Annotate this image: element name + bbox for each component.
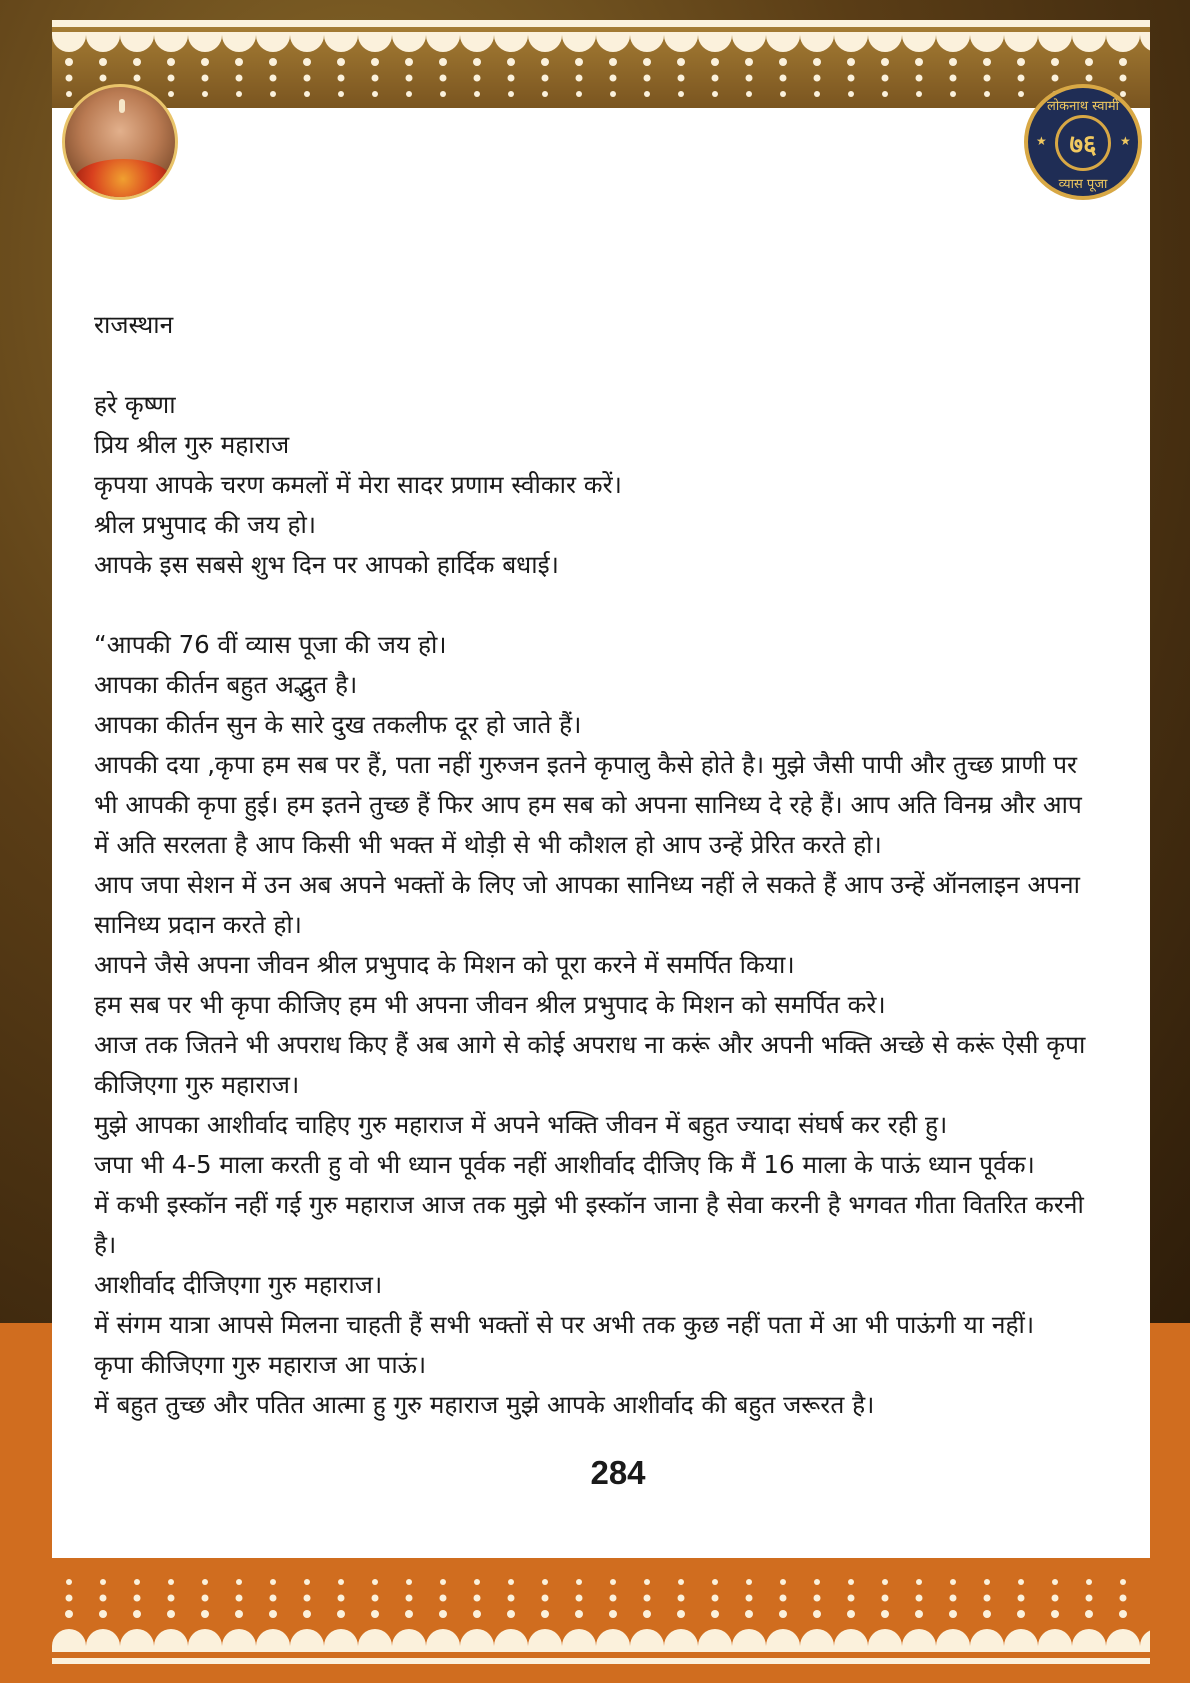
page-number: 284 [590, 1454, 646, 1491]
seal-bottom-text: व्यास पूजा [1058, 177, 1108, 192]
letter-body [94, 305, 1094, 1425]
guru-photo [62, 84, 178, 200]
body-paragraph: “आपकी 76 वीं व्यास पूजा की जय हो। [94, 630, 447, 659]
body-paragraph: आपकी दया ,कृपा हम सब पर हैं, पता नहीं गुरुजन इतने कृपालु कैसे होते है। मुझे जैसी पापी और तुच्छ प्राणी पर भी आपकी कृपा हुई। हम इतने तुच्छ हैं फिर आप हम सब को अपना सानिध्य दे रहे हैं। आप अति विनम्र और आप में अति सरलता है आप किसी भी भक्त में थोड़ी से भी कौशल हो आप उन्हें प्रेरित करते हो। [94, 750, 1082, 859]
body-paragraph: कृपा कीजिएगा गुरु महाराज आ पाऊं। [94, 1350, 427, 1379]
body-paragraph: में संगम यात्रा आपसे मिलना चाहती हैं सभी भक्तों से पर अभी तक कुछ नहीं पता में आ भी पाऊंगी या नहीं। [94, 1310, 1035, 1339]
body-paragraph: आज तक जितने भी अपराध किए हैं अब आगे से कोई अपराध ना करूं और अपनी भक्ति अच्छे से करूं ऐसी कृपा कीजिएगा गुरु महाराज। [94, 1030, 1086, 1099]
letter-location: राजस्थान [94, 310, 174, 339]
star-icon: ★ [1120, 134, 1131, 148]
body-paragraph: में बहुत तुच्छ और पतित आत्मा हु गुरु महाराज मुझे आपके आशीर्वाद की बहुत जरूरत है। [94, 1390, 875, 1419]
body-paragraph: आपका कीर्तन सुन के सारे दुख तकलीफ दूर हो जाते हैं। [94, 710, 582, 739]
star-icon: ★ [1036, 134, 1047, 148]
body-paragraph: में कभी इस्कॉन नहीं गई गुरु महाराज आज तक मुझे भी इस्कॉन जाना है सेवा करनी है भगवत गीता वितरित करनी है। [94, 1190, 1084, 1259]
bottom-decorative-border [52, 1558, 1150, 1668]
greeting-line: प्रिय श्रील गुरु महाराज [94, 430, 290, 459]
greeting-line: श्रील प्रभुपाद की जय हो। [94, 510, 317, 539]
flower-garland [75, 159, 171, 199]
body-paragraph: आशीर्वाद दीजिएगा गुरु महाराज। [94, 1270, 383, 1299]
bottom-scallop-pattern [52, 1558, 1150, 1668]
body-paragraph: मुझे आपका आशीर्वाद चाहिए गुरु महाराज में अपने भक्ति जीवन में बहुत ज्यादा संघर्ष कर रही हु। [94, 1110, 948, 1139]
body-paragraph: जपा भी 4-5 माला करती हु वो भी ध्यान पूर्वक नहीं आशीर्वाद दीजिए कि मैं 16 माला के पाऊं ध्यान पूर्वक। [94, 1150, 1035, 1179]
body-paragraph: आपका कीर्तन बहुत अद्भुत है। [94, 670, 358, 699]
body-paragraph: आपने जैसे अपना जीवन श्रील प्रभुपाद के मिशन को पूरा करने में समर्पित किया। [94, 950, 795, 979]
body-paragraph: आप जपा सेशन में उन अब अपने भक्तों के लिए जो आपका सानिध्य नहीं ले सकते हैं आप उन्हें ऑनलाइन अपना सानिध्य प्रदान करते हो। [94, 870, 1080, 939]
top-decorative-border [52, 20, 1150, 108]
top-scallop-pattern [52, 20, 1150, 108]
greeting-line: आपके इस सबसे शुभ दिन पर आपको हार्दिक बधाई। [94, 550, 559, 579]
body-paragraph: हम सब पर भी कृपा कीजिए हम भी अपना जीवन श्रील प्रभुपाद के मिशन को समर्पित करे। [94, 990, 886, 1019]
vyasa-puja-seal [1024, 84, 1142, 200]
tilak-mark [119, 99, 125, 113]
greeting-line: कृपया आपके चरण कमलों में मेरा सादर प्रणाम स्वीकार करें। [94, 470, 622, 499]
seal-number: ७६ [1055, 115, 1111, 171]
seal-top-text: लोकनाथ स्वामी [1047, 99, 1119, 114]
greeting-line: हरे कृष्णा [94, 390, 176, 419]
